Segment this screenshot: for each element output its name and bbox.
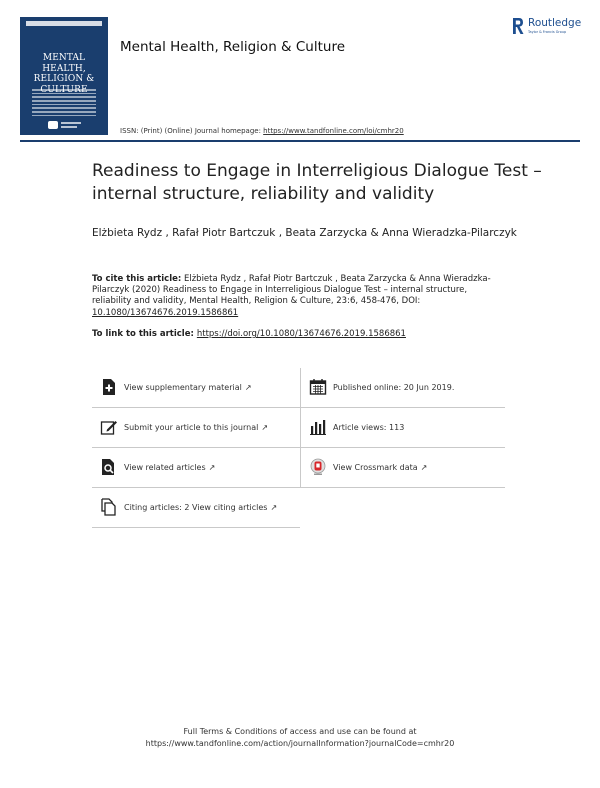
supplementary-label — [124, 383, 252, 392]
cover-top-bar — [26, 21, 102, 26]
citing-articles-link[interactable] — [92, 488, 300, 528]
issn-text: ISSN: (Print) (Online) Journal homepage: — [120, 127, 264, 135]
crossmark-label — [333, 463, 427, 472]
publisher-tagline-text: Taylor & Francis Group — [528, 30, 567, 34]
cover-title-line: MENTAL HEALTH, — [42, 53, 86, 74]
related-text: View related articles — [124, 463, 206, 472]
footer-terms: Full Terms & Conditions of access and use can be found at — [183, 727, 417, 736]
footer-terms-link[interactable]: https://www.tandfonline.com/action/journalInformation?journalCode=cmhr20 — [145, 739, 455, 748]
bar-chart-icon — [309, 418, 327, 436]
submit-text: Submit your article to this journal — [124, 423, 259, 432]
search-document-icon — [100, 458, 118, 476]
published-online-info — [301, 368, 505, 408]
issn-line — [120, 127, 404, 135]
citing-label — [124, 503, 277, 512]
external-link-icon: ↗ — [261, 423, 269, 432]
supplementary-text: View supplementary material — [124, 383, 242, 392]
submit-article-link[interactable] — [92, 408, 300, 448]
external-link-icon: ↗ — [244, 383, 252, 392]
plus-document-icon — [100, 378, 118, 396]
publisher-name: Routledge — [528, 17, 582, 29]
routledge-logo-icon — [511, 16, 525, 36]
related-articles-link[interactable] — [92, 448, 300, 488]
external-link-icon: ↗ — [208, 463, 216, 472]
article-link-line — [92, 329, 406, 339]
article-title: Readiness to Engage in Interreligious Dialogue Test – internal structure, reliability and validity — [92, 161, 542, 204]
citation-doi-link[interactable]: 10.1080/13674676.2019.1586861 — [92, 307, 239, 318]
citation-text: Elżbieta Rydz , Rafał Piotr Bartczuk , Beata Zarzycka & Anna Wieradzka-Pilarczyk (2020) Readiness to Engage in Interreligious Dialogue Test – internal structure, reliability and validity, Mental Health, Religion & Culture, 23:6, 458-476, DOI: — [92, 274, 491, 307]
crossmark-link[interactable] — [301, 448, 505, 488]
crossmark-text: View Crossmark data — [333, 463, 418, 472]
cover-logo-text — [61, 126, 77, 128]
citing-text: Citing articles: 2 View citing articles — [124, 503, 268, 512]
cover-publisher-logo — [48, 121, 58, 129]
supplementary-material-link[interactable] — [92, 368, 300, 408]
crossmark-icon — [309, 458, 327, 476]
published-label: Published online: 20 Jun 2019. — [333, 383, 455, 392]
journal-homepage-link[interactable]: https://www.tandfonline.com/loi/cmhr20 — [263, 127, 404, 135]
citation-label: To cite this article: — [92, 274, 182, 284]
external-link-icon: ↗ — [420, 463, 428, 472]
header-divider — [20, 140, 580, 142]
journal-cover-image — [20, 17, 108, 135]
views-label: Article views: 113 — [333, 423, 405, 432]
article-views-info — [301, 408, 505, 448]
article-doi-link[interactable]: https://doi.org/10.1080/13674676.2019.1586861 — [196, 329, 406, 339]
pencil-icon — [100, 418, 118, 436]
related-label — [124, 463, 215, 472]
article-authors: Elżbieta Rydz , Rafał Piotr Bartczuk , Beata Zarzycka & Anna Wieradzka-Pilarczyk — [92, 227, 517, 239]
submit-label — [124, 423, 268, 432]
copy-documents-icon — [100, 498, 118, 516]
external-link-icon: ↗ — [270, 503, 278, 512]
cover-logo-text — [61, 122, 81, 124]
cover-title-line: RELIGION & — [33, 74, 95, 84]
article-link-label: To link to this article: — [92, 329, 197, 339]
calendar-icon — [309, 378, 327, 396]
citation-block — [92, 274, 507, 319]
journal-name: Mental Health, Religion & Culture — [120, 39, 345, 55]
publisher-tagline — [528, 31, 582, 34]
cover-text-lines — [32, 89, 96, 119]
